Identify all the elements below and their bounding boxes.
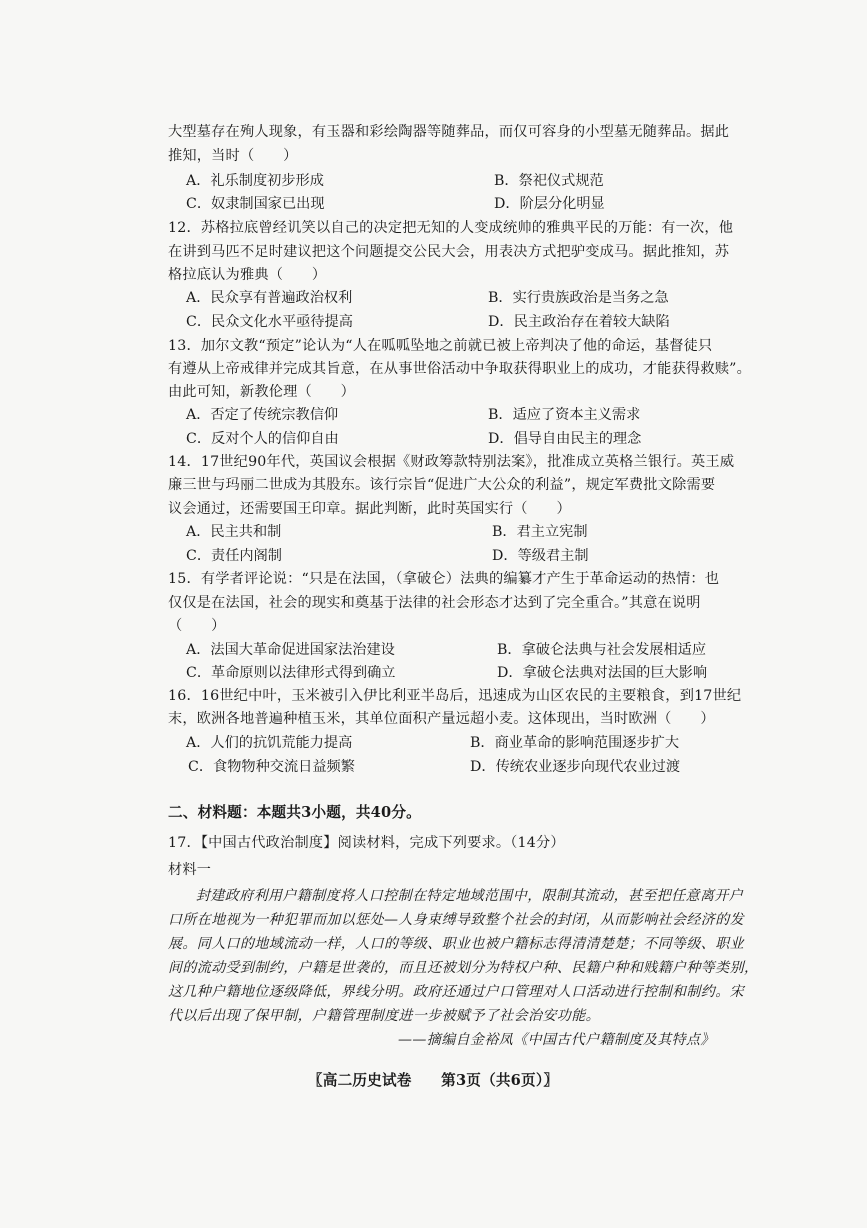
q16-option-a: A．人们的抗饥荒能力提高 xyxy=(186,735,353,751)
q12-line-3: 格拉底认为雅典（ ） xyxy=(168,267,327,283)
q14-line-2: 廉三世与玛丽二世成为其股东。该行宗旨“促进广大公众的利益”，规定军费批文除需要 xyxy=(168,477,716,493)
q15-line-2: 仅仅是在法国，社会的现实和奠基于法律的社会形态才达到了完全重合。”其意在说明 xyxy=(168,595,701,611)
material-one-label: 材料一 xyxy=(168,862,212,878)
q15-option-b: B．拿破仑法典与社会发展相适应 xyxy=(497,642,707,658)
q16-line-2: 末，欧洲各地普遍种植玉米，其单位面积产量远超小麦。这体现出，当时欧洲（ ） xyxy=(168,711,715,727)
q13-option-a: A．否定了传统宗教信仰 xyxy=(186,407,339,423)
material-line-3: 展。同人口的地域流动一样，人口的等级、职业也被户籍标志得清清楚楚；不同等级、职业 xyxy=(168,936,744,952)
q11-line-1: 大型墓存在殉人现象，有玉器和彩绘陶器等随葬品，而仅可容身的小型墓无随葬品。据此 xyxy=(168,124,730,140)
material-source: ——摘编自金裕凤《中国古代户籍制度及其特点》 xyxy=(398,1032,715,1048)
material-line-4: 间的流动受到制约，户籍是世袭的，而且还被划分为特权户种、民籍户种和贱籍户种等类别， xyxy=(168,960,759,976)
material-line-2: 口所在地视为一种犯罪而加以惩处—人身束缚导致整个社会的封闭，从而影响社会经济的发 xyxy=(168,912,744,928)
material-line-5: 这几种户籍地位逐级降低，界线分明。政府还通过户口管理对人口活动进行控制和制约。宋 xyxy=(168,984,744,1000)
q14-option-a: A．民主共和制 xyxy=(186,524,282,540)
q16-option-c: C．食物物种交流日益频繁 xyxy=(188,759,355,775)
q13-option-c: C．反对个人的信仰自由 xyxy=(186,431,339,447)
q16-option-d: D．传统农业逐步向现代农业过渡 xyxy=(470,759,681,775)
q11-option-c: C．奴隶制国家已出现 xyxy=(186,196,325,212)
section-two-title: 二、材料题：本题共3小题，共40分。 xyxy=(168,804,421,821)
q16-line-1: 16．16世纪中叶，玉米被引入伊比利亚半岛后，迅速成为山区农民的主要粮食，到17世纪 xyxy=(168,688,742,704)
q12-option-a: A．民众享有普遍政治权利 xyxy=(186,290,353,306)
q13-option-d: D．倡导自由民主的理念 xyxy=(488,431,642,447)
q15-option-c: C．革命原则以法律形式得到确立 xyxy=(186,665,396,681)
q12-option-c: C．民众文化水平亟待提高 xyxy=(186,314,353,330)
page-footer: 〖高二历史试卷 第3页（共6页）〗 xyxy=(308,1072,559,1089)
q13-option-b: B．适应了资本主义需求 xyxy=(488,407,641,423)
q15-option-d: D．拿破仑法典对法国的巨大影响 xyxy=(497,665,708,681)
q11-line-2: 推知，当时（ ） xyxy=(168,148,298,164)
q11-option-a: A．礼乐制度初步形成 xyxy=(186,173,324,189)
q11-option-d: D．阶层分化明显 xyxy=(494,196,605,212)
q13-line-2: 有遵从上帝戒律并完成其旨意，在从事世俗活动中争取获得职业上的成功，才能获得救赎”。 xyxy=(168,361,751,377)
q13-line-3: 由此可知，新教伦理（ ） xyxy=(168,384,356,400)
material-line-6: 代以后出现了保甲制，户籍管理制度进一步被赋予了社会治安功能。 xyxy=(168,1008,600,1024)
q15-line-1: 15．有学者评论说：“只是在法国，（拿破仑）法典的编纂才产生于革命运动的热情：也 xyxy=(168,571,720,587)
q14-option-b: B．君主立宪制 xyxy=(492,524,588,540)
q17-heading: 17．【中国古代政治制度】阅读材料，完成下列要求。（14分） xyxy=(168,835,565,851)
q14-line-1: 14．17世纪90年代，英国议会根据《财政筹款特别法案》，批准成立英格兰银行。英王威 xyxy=(168,454,735,470)
material-line-1: 封建政府利用户籍制度将人口控制在特定地域范围中，限制其流动，甚至把任意离开户 xyxy=(196,888,744,904)
q15-line-3: （ ） xyxy=(168,618,226,634)
q11-option-b: B．祭祀仪式规范 xyxy=(494,173,604,189)
q14-option-c: C．责任内阁制 xyxy=(186,548,282,564)
q12-line-1: 12．苏格拉底曾经讥笑以自己的决定把无知的人变成统帅的雅典平民的万能：有一次，他 xyxy=(168,220,734,236)
q12-option-b: B．实行贵族政治是当务之急 xyxy=(488,290,669,306)
q12-line-2: 在讲到马匹不足时建议把这个问题提交公民大会，用表决方式把驴变成马。据此推知，苏 xyxy=(168,244,730,260)
q15-option-a: A．法国大革命促进国家法治建设 xyxy=(186,642,395,658)
q13-line-1: 13．加尔文教“预定”论认为“人在呱呱坠地之前就已被上帝判决了他的命运，基督徒只 xyxy=(168,338,713,354)
q16-option-b: B．商业革命的影响范围逐步扩大 xyxy=(470,735,680,751)
q14-option-d: D．等级君主制 xyxy=(492,548,589,564)
q12-option-d: D．民主政治存在着较大缺陷 xyxy=(488,314,670,330)
q14-line-3: 议会通过，还需要国王印章。据此判断，此时英国实行（ ） xyxy=(168,501,571,517)
